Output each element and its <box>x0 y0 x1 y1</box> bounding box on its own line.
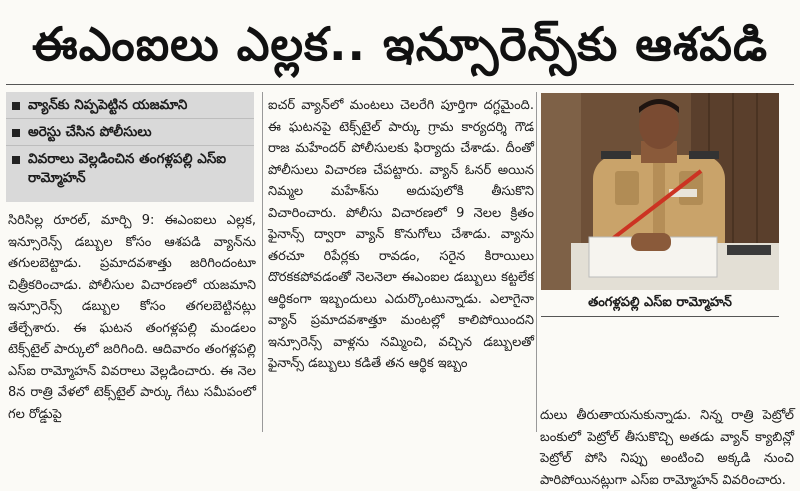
headline: ఈఎంఐలు ఎల్లక.. ఇన్సూరెన్స్‌కు ఆశపడి <box>31 17 769 71</box>
bullet-icon <box>12 129 20 137</box>
subheading <box>6 146 254 191</box>
bullet-icon <box>12 156 20 164</box>
article-text: దులు తీరుతాయనుకున్నాడు. నిన్న రాత్రి పెట్రోల్ బంకులో పెట్రోల్ తీసుకొచ్చి అతడు వ్యాన్ క్యాబిన్లో పెట్రోల్ పోసి నిప్పు అంటించి అక్కడి నుంచి పారిపోయినట్లుగా ఎస్ఐ రామ్మోహన్ వివరించారు. <box>540 408 794 488</box>
officer-photo-image <box>541 93 779 290</box>
subheading-text: అరెస్టు చేసిన పోలీసులు <box>28 124 152 140</box>
subheading-text: వివరాలు వెల్లడించిన తంగళ్లపల్లి ఎస్ఐ రామ్మోహన్ <box>28 151 227 186</box>
bullet-icon <box>12 102 20 110</box>
article-column-2 <box>268 95 534 375</box>
column-divider <box>536 92 537 432</box>
subheading <box>6 119 254 146</box>
column-divider <box>262 92 263 432</box>
caption-rule <box>541 316 779 317</box>
article-column-1 <box>8 210 256 425</box>
subheading <box>6 92 254 119</box>
article-text: సిరిసిల్ల రూరల్, మార్చి 9: ఈఎంఐలు ఎల్లక, ఇన్సూరెన్స్ డబ్బుల కోసం ఆశపడి వ్యాన్‌ను తగులబెట్టాడు. ప్రమాదవశాత్తు జరిగిందంటూ చిత్రీకరించాడు. పోలీసుల విచారణలో యజమాని ఇన్సూరెన్స్ డబ్బుల కోసం తగలబెట్టినట్లు తేల్చేశారు. ఈ ఘటన తంగళ్లపల్లి మండలం టెక్స్‌టైల్ పార్కులో జరిగింది. ఆదివారం తంగళ్లపల్లి ఎస్ఐ రామ్మోహన్ వివరాలు వెల్లడించారు. ఈ నెల 8న రాత్రి వేళలో టెక్స్‌టైల్ పార్కు గేటు సమీపంలో గల రోడ్డుపై <box>8 213 256 422</box>
article-text: ఐచర్ వ్యాన్‌లో మంటలు చెలరేగి పూర్తిగా దగ్ధమైంది. ఈ ఘటనపై టెక్స్‌టైల్ పార్కు గ్రామ కార్యదర్శి గౌడ రాజ మహేందర్ పోలీసులకు ఫిర్యాదు చేశాడు. దీంతో పోలీసులు విచారణ చేపట్టారు. వ్యాన్ ఓనర్ అయిన నిమ్మల మహేశ్‌ను అదుపులోకి తీసుకొని విచారించారు. పోలీసు విచారణలో 9 నెలల క్రితం ఫైనాన్స్ ద్వారా వ్యాన్ కొనుగోలు చేశాడు. వ్యాను తరచూ రిపేర్లకు రావడం, సరైన కిరాయిలు దొరకకపోవడంతో నెలనెలా ఈఎంఐల డబ్బులు కట్టలేక ఆర్థికంగా ఇబ్బందులు ఎదుర్కొంటున్నాడు. ఎలాగైనా వ్యాన్ ప్రమాదవశాత్తూ మంటల్లో కాలిపోయిందని ఇన్సూరెన్స్ వాళ్లను నమ్మించి, వచ్చిన డబ్బులతో ఫైనాన్స్ డబ్బులు కడితే తన ఆర్థిక ఇబ్బం <box>268 98 534 371</box>
article-column-3 <box>540 405 794 491</box>
subheading-text: వ్యాన్‌కు నిప్పపెట్టిన యజమాని <box>28 97 188 113</box>
photo-caption: తంగళ్లపల్లి ఎస్ఐ రామ్మోహన్ <box>588 295 732 310</box>
officer-photo <box>541 93 779 290</box>
headline-rule <box>6 84 794 85</box>
subheadings-box <box>6 92 254 202</box>
